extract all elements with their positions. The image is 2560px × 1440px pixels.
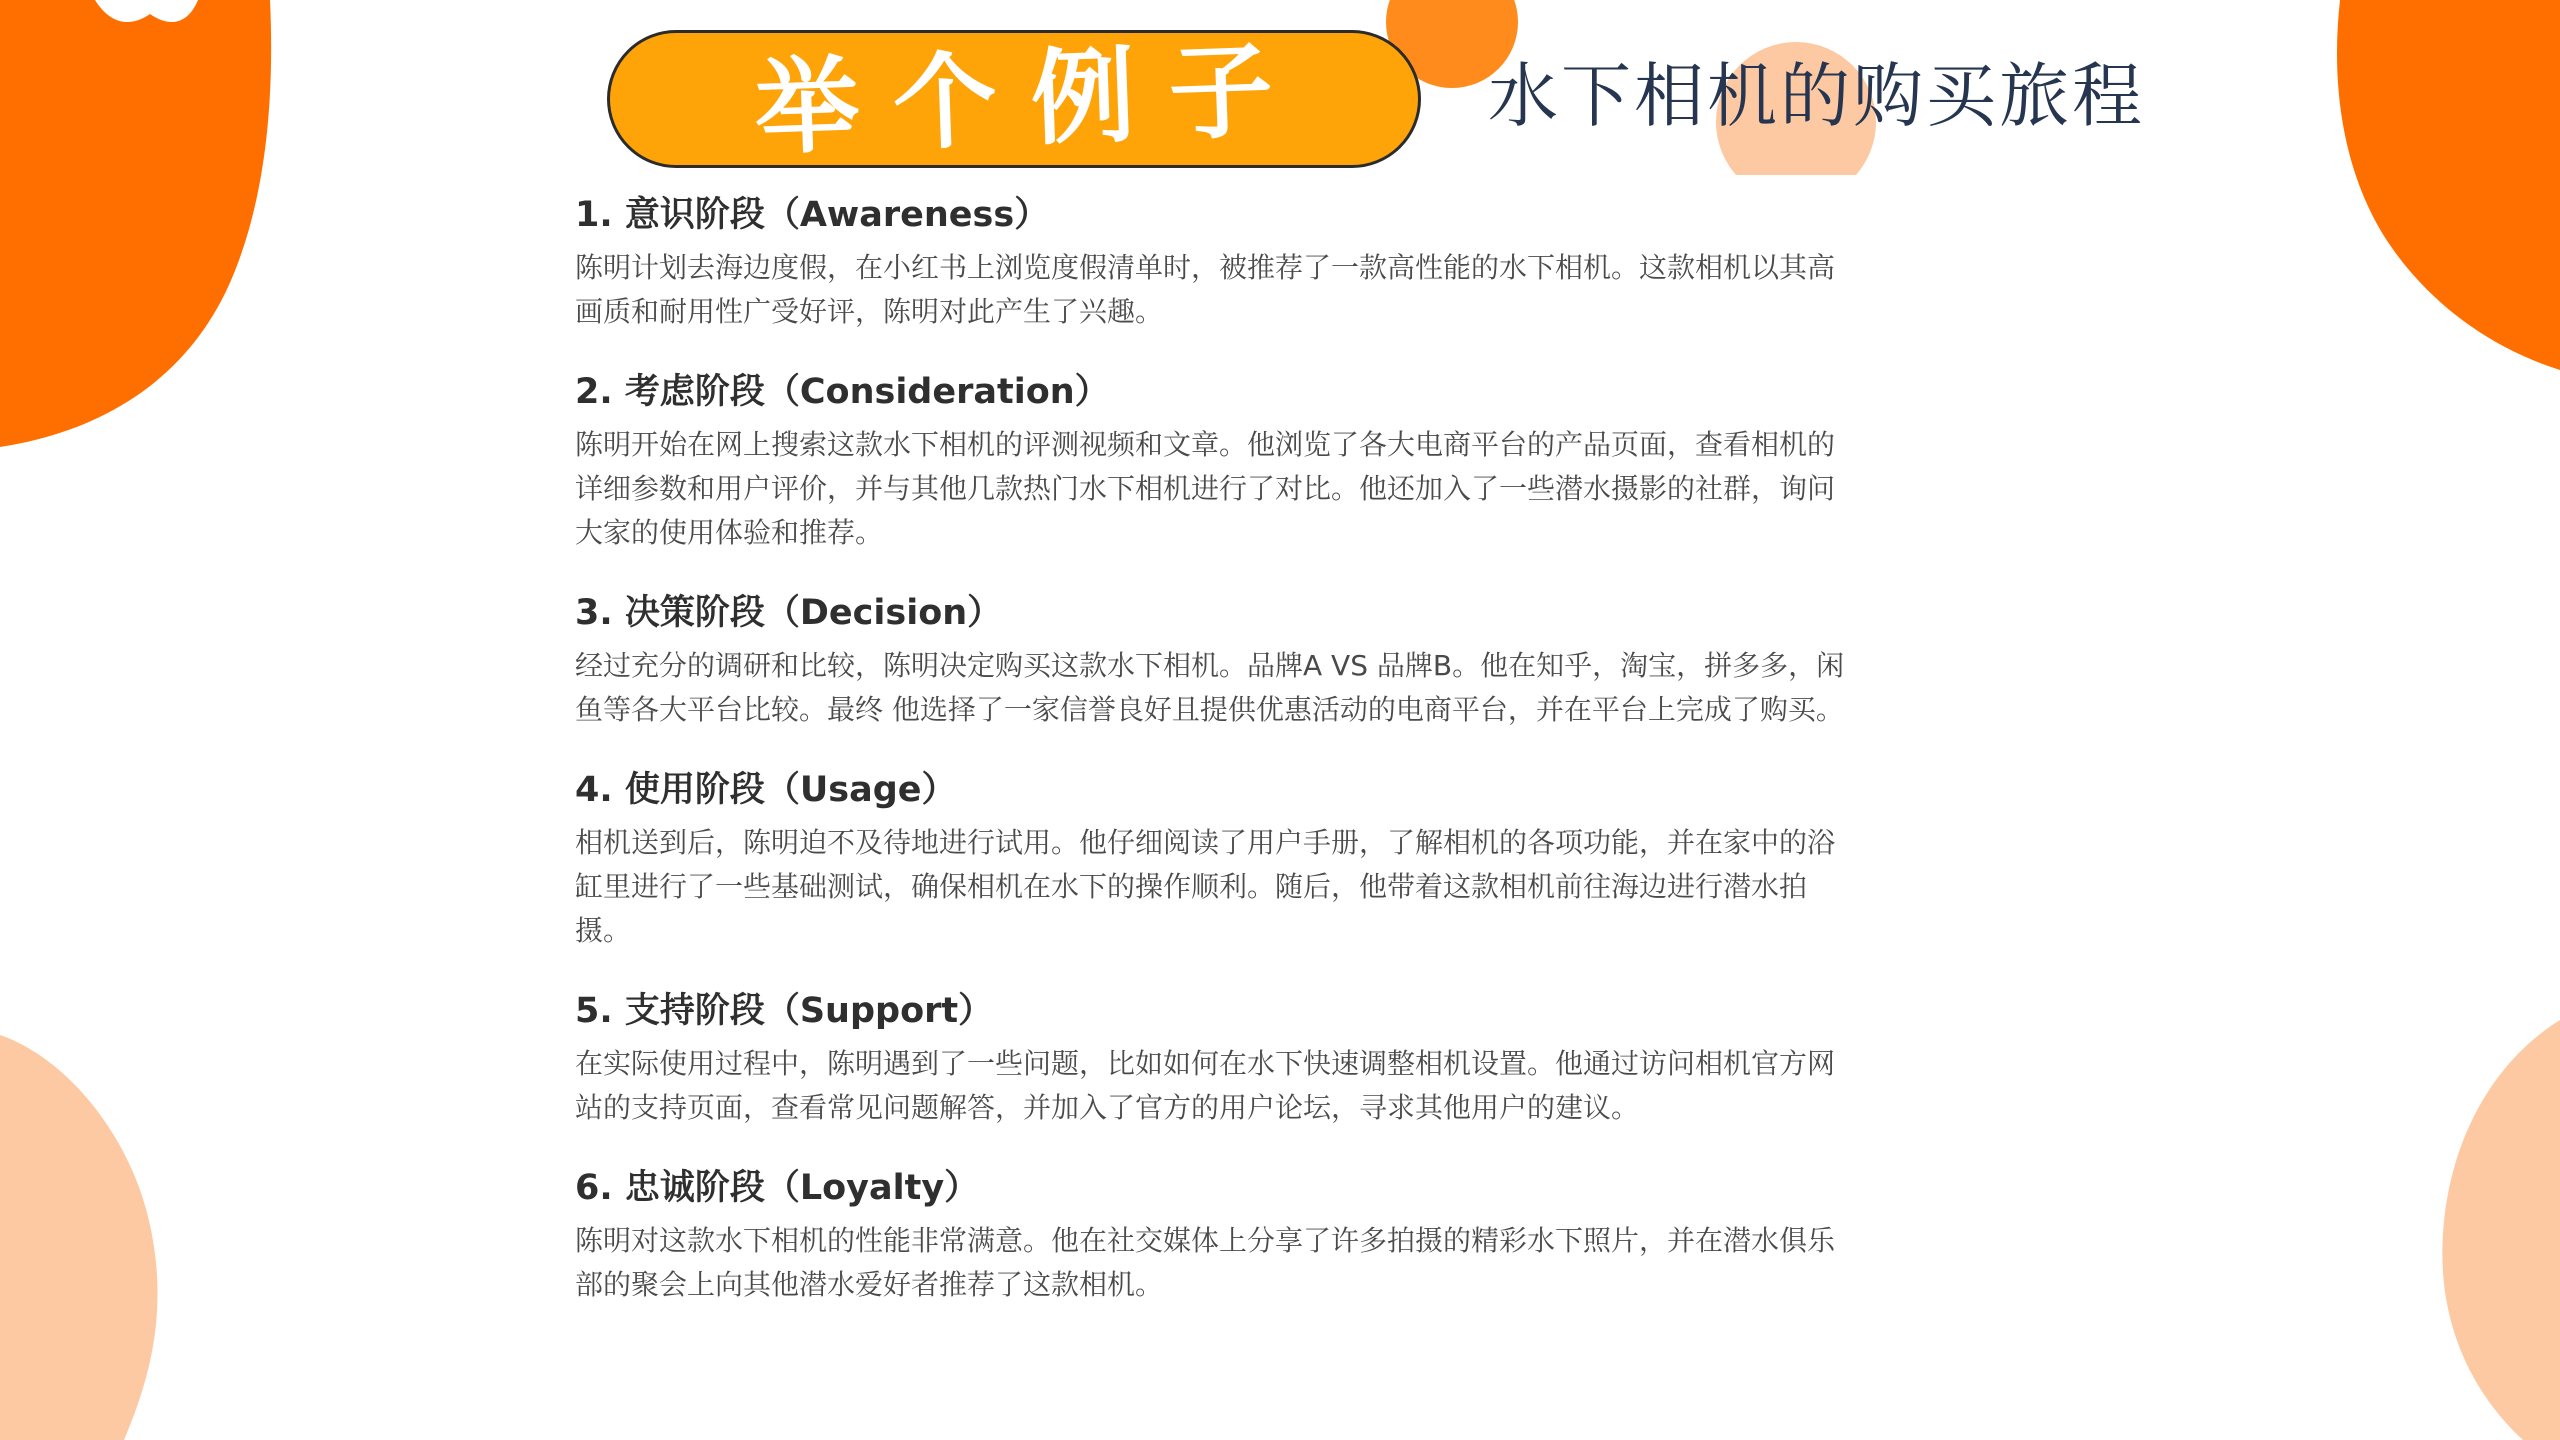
stage-description: 陈明开始在网上搜索这款水下相机的评测视频和文章。他浏览了各大电商平台的产品页面，查看相机的详细参数和用户评价，并与其他几款热门水下相机进行了对比。他还加入了一些潜水摄影的社群，询问大家的使用体验和推荐。 bbox=[575, 428, 1836, 549]
stage-title: 5. 支持阶段（Support） bbox=[575, 991, 994, 1031]
stage-awareness bbox=[575, 191, 1855, 334]
stage-title: 4. 使用阶段（Usage） bbox=[575, 770, 957, 810]
stage-title: 1. 意识阶段（Awareness） bbox=[575, 195, 1050, 235]
stage-description: 经过充分的调研和比较，陈明决定购买这款水下相机。品牌A VS 品牌B。他在知乎，淘宝，拼多多，闲鱼等各大平台比较。最终 他选择了一家信誉良好且提供优惠活动的电商平台，并在平台上完成了购买。 bbox=[575, 649, 1845, 726]
stage-support bbox=[575, 987, 1855, 1130]
stage-title: 3. 决策阶段（Decision） bbox=[575, 593, 1003, 633]
top-left-orange-blob bbox=[0, 0, 280, 450]
title-badge-text: 举个例子 bbox=[753, 28, 1309, 170]
stage-description: 在实际使用过程中，陈明遇到了一些问题，比如如何在水下快速调整相机设置。他通过访问相机官方网站的支持页面，查看常见问题解答，并加入了官方的用户论坛，寻求其他用户的建议。 bbox=[575, 1047, 1836, 1124]
title-badge bbox=[607, 30, 1421, 168]
stage-loyalty bbox=[575, 1164, 1855, 1307]
stage-usage bbox=[575, 766, 1855, 953]
stage-title: 2. 考虑阶段（Consideration） bbox=[575, 372, 1110, 412]
stage-consideration bbox=[575, 368, 1855, 555]
stages-list bbox=[575, 191, 1855, 1307]
bottom-left-peach-blob bbox=[0, 1035, 170, 1440]
stage-title: 6. 忠诚阶段（Loyalty） bbox=[575, 1168, 980, 1208]
stage-description: 陈明计划去海边度假，在小红书上浏览度假清单时，被推荐了一款高性能的水下相机。这款相机以其高画质和耐用性广受好评，陈明对此产生了兴趣。 bbox=[575, 251, 1836, 328]
stage-description: 陈明对这款水下相机的性能非常满意。他在社交媒体上分享了许多拍摄的精彩水下照片，并在潜水俱乐部的聚会上向其他潜水爱好者推荐了这款相机。 bbox=[575, 1224, 1836, 1301]
stage-description: 相机送到后，陈明迫不及待地进行试用。他仔细阅读了用户手册，了解相机的各项功能，并在家中的浴缸里进行了一些基础测试，确保相机在水下的操作顺利。随后，他带着这款相机前往海边进行潜水拍摄。 bbox=[575, 826, 1836, 947]
bottom-right-peach-blob bbox=[2435, 1020, 2560, 1440]
top-right-orange-blob bbox=[2330, 0, 2560, 370]
page-subtitle: 水下相机的购买旅程 bbox=[1488, 55, 2145, 137]
stage-decision bbox=[575, 589, 1855, 732]
